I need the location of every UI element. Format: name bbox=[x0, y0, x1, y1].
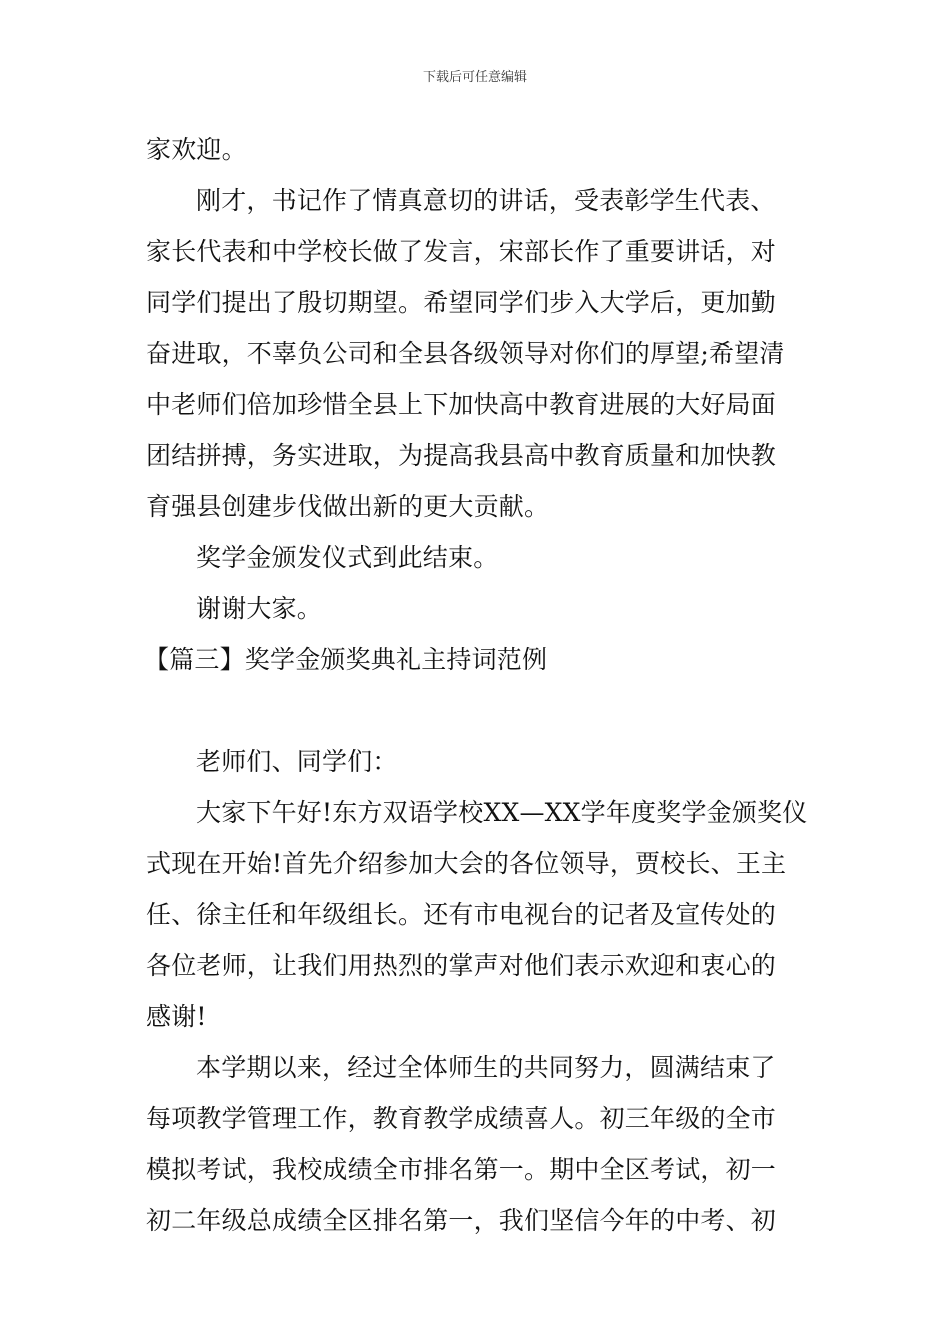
section-heading: 【篇三】奖学金颁奖典礼主持词范例 bbox=[144, 645, 548, 674]
paragraph-line: 家欢迎。 bbox=[146, 135, 247, 164]
document-body bbox=[146, 124, 810, 1246]
paragraph-line: 奋进取，不辜负公司和全县各级领导对你们的厚望;希望清 bbox=[146, 339, 785, 368]
paragraph-line: 中老师们倍加珍惜全县上下加快高中教育进展的大好局面 bbox=[146, 390, 777, 419]
paragraph-line: 谢谢大家。 bbox=[196, 594, 323, 623]
paragraph-line: 式现在开始!首先介绍参加大会的各位领导，贾校长、王主 bbox=[146, 849, 787, 878]
paragraph-line: 感谢! bbox=[146, 1002, 207, 1031]
paragraph-line: 本学期以来，经过全体师生的共同努力，圆满结束了 bbox=[196, 1053, 776, 1082]
salutation-line: 老师们、同学们： bbox=[196, 747, 398, 776]
paragraph-line: 每项教学管理工作，教育教学成绩喜人。初三年级的全市 bbox=[146, 1104, 777, 1133]
paragraph-line: 模拟考试，我校成绩全市排名第一。期中全区考试，初一 bbox=[146, 1155, 777, 1184]
paragraph-line: 初二年级总成绩全区排名第一，我们坚信今年的中考、初 bbox=[146, 1206, 777, 1235]
paragraph-line: 各位老师，让我们用热烈的掌声对他们表示欢迎和衷心的 bbox=[146, 951, 777, 980]
paragraph-line: 刚才，书记作了情真意切的讲话，受表彰学生代表、 bbox=[196, 186, 776, 215]
paragraph-line: 大家下午好!东方双语学校XX—XX学年度奖学金颁奖仪 bbox=[196, 798, 808, 827]
paragraph-line: 同学们提出了殷切期望。希望同学们步入大学后，更加勤 bbox=[146, 288, 777, 317]
blank-line bbox=[146, 685, 810, 736]
paragraph-line: 育强县创建步伐做出新的更大贡献。 bbox=[146, 492, 550, 521]
paragraph-line: 奖学金颁发仪式到此结束。 bbox=[196, 543, 499, 572]
paragraph-line: 任、徐主任和年级组长。还有市电视台的记者及宣传处的 bbox=[146, 900, 777, 929]
paragraph-line: 团结拼搏，务实进取，为提高我县高中教育质量和加快教 bbox=[146, 441, 777, 470]
paragraph-line: 家长代表和中学校长做了发言，宋部长作了重要讲话，对 bbox=[146, 237, 777, 266]
page-header-note: 下载后可任意编辑 bbox=[422, 70, 527, 85]
